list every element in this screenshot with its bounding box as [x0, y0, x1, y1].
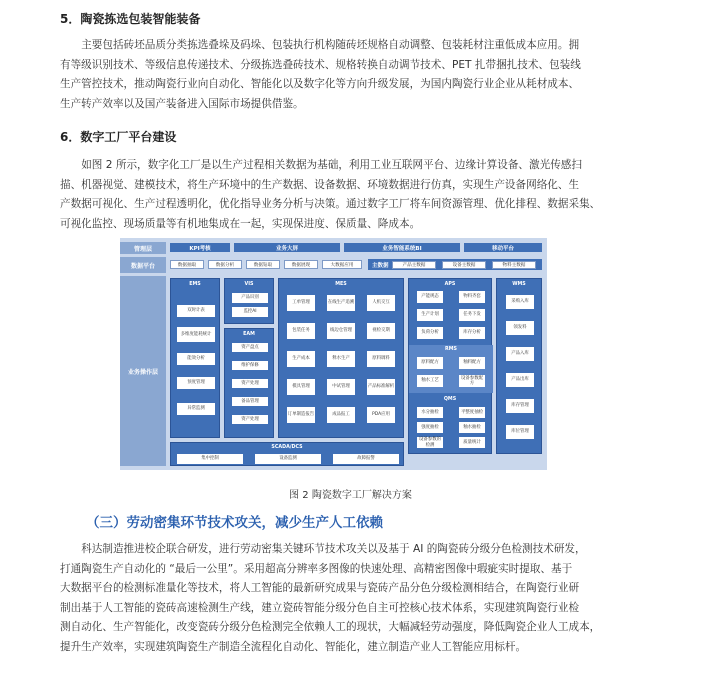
aps-title: APS [444, 282, 456, 287]
qms-item: 质量统计 [459, 437, 485, 448]
eam-item: 备品管理 [232, 397, 268, 406]
wms-item: 库位管理 [506, 425, 534, 439]
section-5-heading: 5．陶瓷拣选包装智能装备 [60, 12, 201, 26]
master-data-label: 主数据 [372, 262, 389, 269]
mes-item: 原料调料 [367, 351, 395, 367]
mes-item: 在线生产追溯 [327, 295, 355, 311]
data-chip-extract: 数据抽取 [170, 260, 204, 269]
scada-panel [170, 442, 404, 466]
paragraph-line: 有等级识别技术、等级信息传递技术、分级拣选叠砖技术、规格转换自动调节技术、PET 扎带捆扎技术、包装线 [60, 58, 581, 71]
eam-title: EAM [243, 332, 255, 337]
master-chip-equipment: 设备主数据 [442, 261, 486, 269]
section-6-heading: 6．数字工厂平台建设 [60, 130, 177, 144]
ems-item: 异常监测 [177, 403, 215, 415]
ems-panel [170, 278, 220, 438]
ems-title: EMS [189, 282, 201, 287]
paragraph-line: 提升生产效率，实现建筑陶瓷生产制造全流程化自动化、智能化，建立制造产业人工智能应用标杆。 [60, 640, 527, 653]
mes-panel [278, 278, 404, 438]
paragraph-line: 生产管控技术，推动陶瓷行业向自动化、智能化以及数字化等方向升级发展，为国内陶瓷行业企业从耗材成本、 [60, 78, 580, 90]
master-chip-material: 物料主数据 [492, 261, 536, 269]
mes-item: 释水生产 [327, 351, 355, 367]
wms-item: 领发料 [506, 321, 534, 335]
mes-item: 产品标准解析 [367, 379, 395, 395]
rms-item: 原料配方 [417, 357, 443, 369]
ems-item: 预度管理 [177, 377, 215, 389]
wms-item: 采购入库 [506, 295, 534, 309]
mes-item: 工单管理 [287, 295, 315, 311]
vis-item: 监控AI [232, 307, 268, 317]
mgmt-bar-mobile: 移动平台 [464, 243, 542, 252]
paragraph-line: 可视化监控、现场质量等有机地集成在一起，实现保进度、保质量、降成本。 [60, 217, 421, 230]
paragraph-line: 打通陶瓷生产自动化的 “最后一公里”。采用超高分辨率多图像的快速处理、高精密图像中瑕疵实时提取、基于 [60, 562, 573, 575]
mes-item: 线边仓管理 [327, 323, 355, 339]
eam-panel [224, 328, 274, 438]
qms-item: 平整度抽检 [459, 407, 485, 418]
data-chip-display: 数据展现 [284, 260, 318, 269]
eam-item: 资产处理 [232, 379, 268, 388]
aps-rms-qms-panel [408, 278, 492, 454]
section-3-paragraph [60, 540, 650, 657]
paragraph-line: 测自动化、生产智能化，改变瓷砖分级分色检测完全依赖人工的现状，大幅减轻劳动强度，降低陶瓷企业人工成本， [60, 621, 601, 633]
qms-item: 釉水抽检 [459, 422, 485, 433]
section-3-heading: （三）劳动密集环节技术攻关，减少生产人工依赖 [86, 515, 383, 531]
section-6-paragraph [60, 156, 650, 234]
mes-item: 人机交互 [367, 295, 395, 311]
qms-title: QMS [443, 397, 457, 402]
mgmt-bar-bi: 业务智能系统BI [344, 243, 460, 252]
rms-section [409, 345, 493, 393]
mes-item: 订单制造报告 [287, 407, 315, 423]
digital-factory-diagram [120, 238, 547, 470]
mes-item: 模具管理 [287, 379, 315, 395]
ems-item: 双时计表 [177, 305, 215, 317]
eam-item: 资产盘点 [232, 343, 268, 352]
mgmt-bar-kpi: KPI考核 [170, 243, 230, 252]
paragraph-line: 制出基于人工智能的瓷砖高速检测生产线，建立瓷砖智能分级分色自主可控核心技术体系，实现建筑陶瓷行业检 [60, 601, 580, 614]
data-chip-bigdata: 大数据应用 [322, 260, 362, 269]
mes-item: 成品报工 [327, 407, 355, 423]
wms-item: 产品入库 [506, 347, 534, 361]
aps-item: 生产计划 [417, 309, 443, 321]
data-chip-analysis: 数据分析 [208, 260, 242, 269]
paragraph-line: 描、机器视觉、建模技术，将生产环境中的生产数据、设备数据、环境数据进行仿真，实现生产设备网络化、生 [60, 178, 580, 191]
rms-title: RMS [445, 347, 457, 352]
aps-item: 库存分析 [459, 327, 485, 339]
qms-item: 水分抽检 [417, 407, 443, 418]
scada-item: 故障报警 [333, 454, 399, 464]
data-chip-drill: 数据钻取 [246, 260, 280, 269]
master-chip-product: 产品主数据 [392, 261, 436, 269]
mes-item: 包装任务 [287, 323, 315, 339]
mes-item: PDA应用 [367, 407, 395, 423]
mes-item: 中试管理 [327, 379, 355, 395]
qms-item: 设备参数的检测 [417, 437, 443, 448]
section-5-paragraph [60, 36, 650, 114]
row-label-operations: 业务操作层 [120, 276, 166, 466]
figure-caption: 图 2 陶瓷数字工厂解决方案 [289, 490, 412, 501]
aps-item: 物料齐套 [459, 291, 485, 303]
eam-item: 资产处理 [232, 415, 268, 424]
eam-item: 维护保修 [232, 361, 268, 370]
paragraph-line: 如图 2 所示，数字化工厂是以生产过程相关数据为基础，利用工业互联网平台、边缘计算设备、激光传感扫 [81, 159, 582, 171]
paragraph-line: 科达制造推进校企联合研发，进行劳动密集关键环节技术攻关以及基于 AI 的陶瓷砖分级分色检测技术研发， [81, 543, 586, 555]
rms-item: 釉水工艺 [417, 375, 443, 387]
vis-panel [224, 278, 274, 324]
row-label-management: 管理层 [120, 242, 166, 254]
ems-item: 多维度能耗统计 [177, 327, 215, 342]
row-label-data-platform: 数据平台 [120, 257, 166, 273]
mgmt-bar-dashboard: 业务大屏 [234, 243, 340, 252]
wms-item: 产品出库 [506, 373, 534, 387]
mes-item: 视检交期 [367, 323, 395, 339]
scada-title: SCADA/DCS [271, 445, 303, 450]
rms-item: 釉料配方 [459, 357, 485, 369]
aps-item: 任务下发 [459, 309, 485, 321]
rms-item: 设备参数配方 [459, 375, 485, 387]
wms-title: WMS [512, 282, 526, 287]
paragraph-line: 产数据可视化、生产过程透明化，优化指导业务分析与决策。通过数字工厂将车间资源管理、优化排程、数据采集、 [60, 198, 601, 210]
vis-title: VIS [244, 282, 254, 287]
paragraph-line: 生产转产效率以及国产装备进入国际市场提供借鉴。 [60, 97, 304, 110]
ems-item: 能效分析 [177, 353, 215, 365]
vis-item: 产品识别 [232, 293, 268, 303]
wms-item: 库存管理 [506, 399, 534, 413]
mes-title: MES [335, 282, 347, 287]
aps-item: 产能规态 [417, 291, 443, 303]
aps-item: 负荷分析 [417, 327, 443, 339]
paragraph-line: 主要包括砖坯品质分类拣选叠垛及码垛、包装执行机构随砖坯规格自动调整、包装耗材注重低成本应用。拥 [81, 39, 580, 51]
scada-item: 设备监测 [255, 454, 321, 464]
paragraph-line: 大数据平台的检测标准量化等技术，将人工智能的最新研究成果与瓷砖产品分色分级检测相结合，在陶瓷行业研 [60, 582, 580, 594]
wms-panel [496, 278, 542, 454]
scada-item: 集中控制 [177, 454, 243, 464]
mes-item: 生产成本 [287, 351, 315, 367]
qms-item: 强度抽检 [417, 422, 443, 433]
